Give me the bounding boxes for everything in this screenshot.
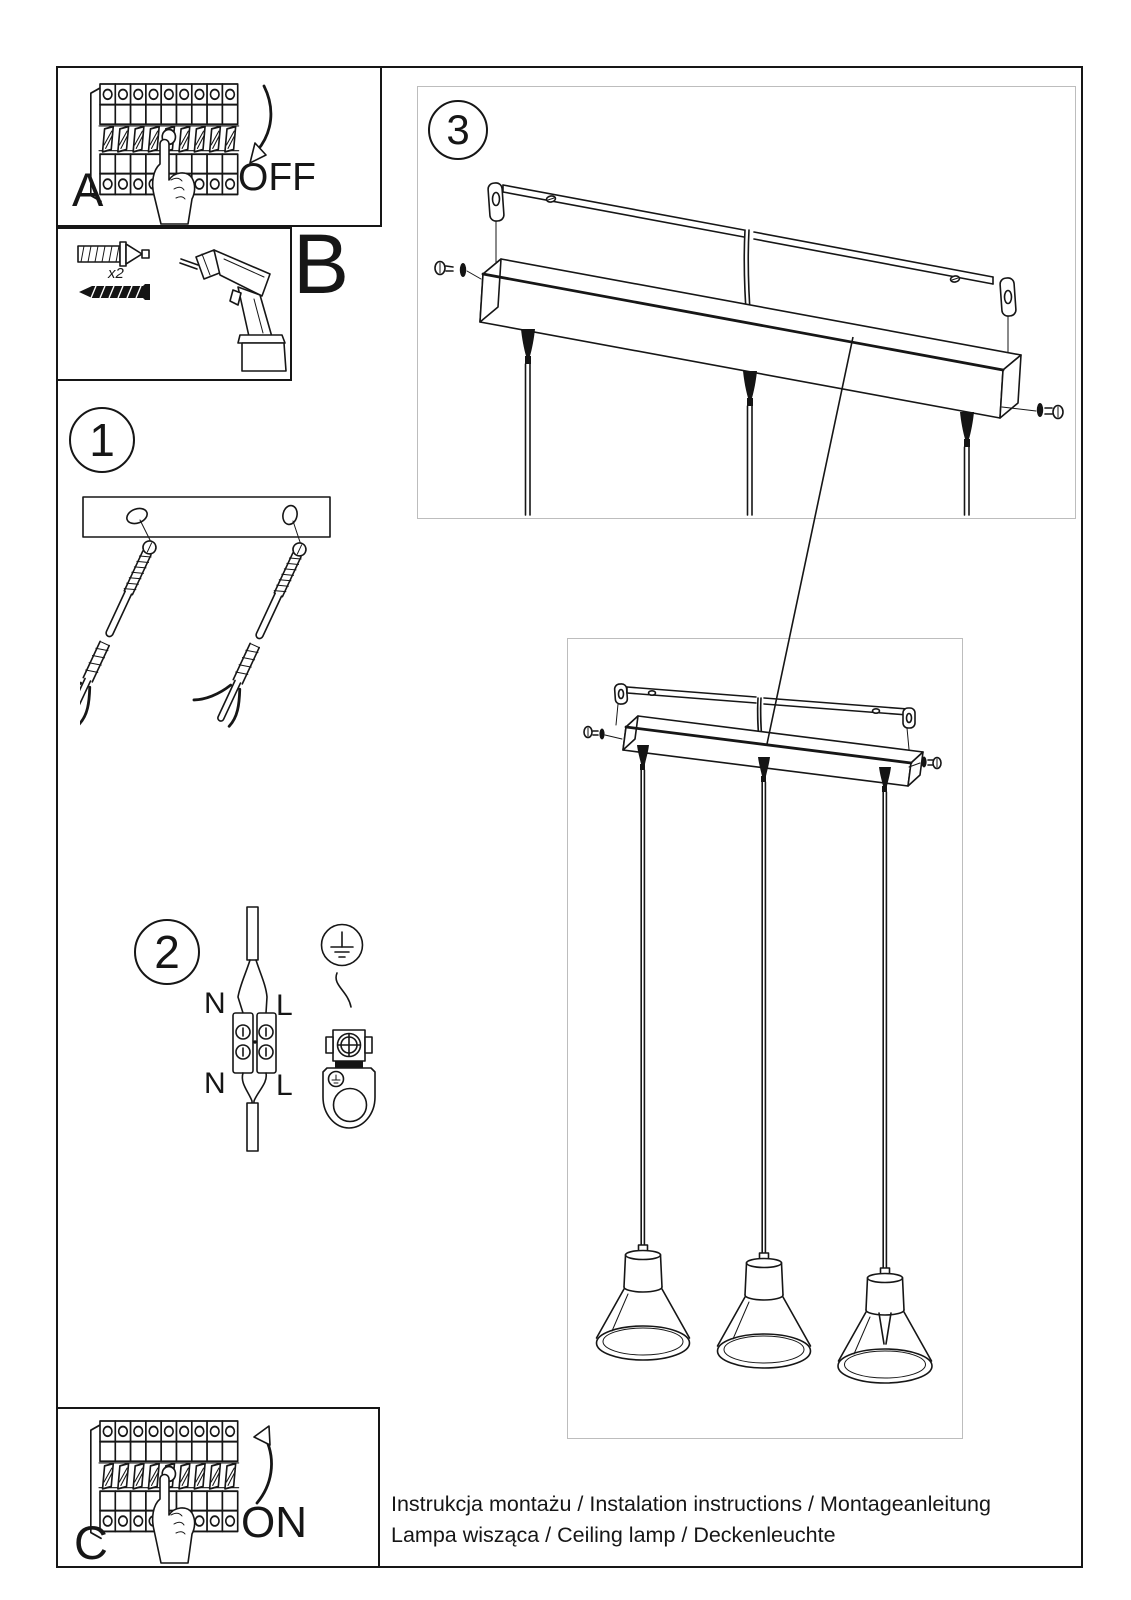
pendant-lamp-frame xyxy=(567,638,963,1439)
anchor-quantity-label: x2 xyxy=(108,265,124,282)
on-label: ON xyxy=(241,1498,307,1547)
canopy-assembly-diagram xyxy=(418,87,1074,517)
wiring-diagram xyxy=(200,885,400,1157)
step3-frame xyxy=(417,86,1076,519)
step-b-label: B xyxy=(293,217,350,311)
panel-b-tools xyxy=(56,227,292,381)
step3-number: 3 xyxy=(446,106,470,153)
off-label: OFF xyxy=(238,156,316,199)
earth-symbol-icon xyxy=(322,925,363,966)
footer-line1: Instrukcja montażu / Instalation instructions / Montageanleitung xyxy=(391,1492,991,1516)
footer-line2: Lampa wisząca / Ceiling lamp / Deckenleuchte xyxy=(391,1523,836,1547)
drill-icon xyxy=(180,250,286,371)
screw-icon xyxy=(79,284,150,300)
l-label-top: L xyxy=(276,989,293,1022)
pendant-lamp-diagram xyxy=(568,639,961,1437)
footer-title-block xyxy=(391,1489,1031,1551)
l-label-bottom: L xyxy=(276,1069,293,1102)
step2-badge xyxy=(134,919,200,985)
step3-badge xyxy=(428,100,488,160)
off-arrow-icon xyxy=(250,86,271,163)
step1-badge xyxy=(69,407,135,473)
on-arrow-icon xyxy=(254,1426,272,1503)
anchor-mounting-diagram xyxy=(80,478,398,753)
canopy-bar-icon xyxy=(623,716,923,786)
step2-number: 2 xyxy=(154,926,180,978)
wall-anchor-screw-icon xyxy=(190,530,313,727)
mounting-screw-icon xyxy=(435,262,481,280)
mounting-screw-icon xyxy=(584,727,622,740)
terminal-block-icon xyxy=(233,907,276,1151)
step-c-label: C xyxy=(74,1516,108,1569)
panel-c-power-on xyxy=(56,1407,380,1568)
step-a-label: A xyxy=(72,163,104,216)
n-label-bottom: N xyxy=(204,1067,226,1100)
pendant-cone-shade-icon xyxy=(597,1245,690,1360)
cable-grommet-icon xyxy=(637,745,891,1268)
step1-number: 1 xyxy=(89,414,115,466)
ground-clamp-icon xyxy=(323,973,375,1128)
pendant-cone-shade-icon xyxy=(718,1253,811,1368)
breaker-off-illustration xyxy=(58,68,384,226)
n-label-top: N xyxy=(204,987,226,1020)
panel-a-power-off xyxy=(56,66,382,227)
pendant-cone-shade-icon xyxy=(838,1268,932,1383)
tools-illustration xyxy=(58,229,290,379)
pointing-hand-icon xyxy=(153,140,195,225)
wall-plug-icon xyxy=(78,242,149,266)
wall-anchor-screw-icon xyxy=(80,528,164,725)
